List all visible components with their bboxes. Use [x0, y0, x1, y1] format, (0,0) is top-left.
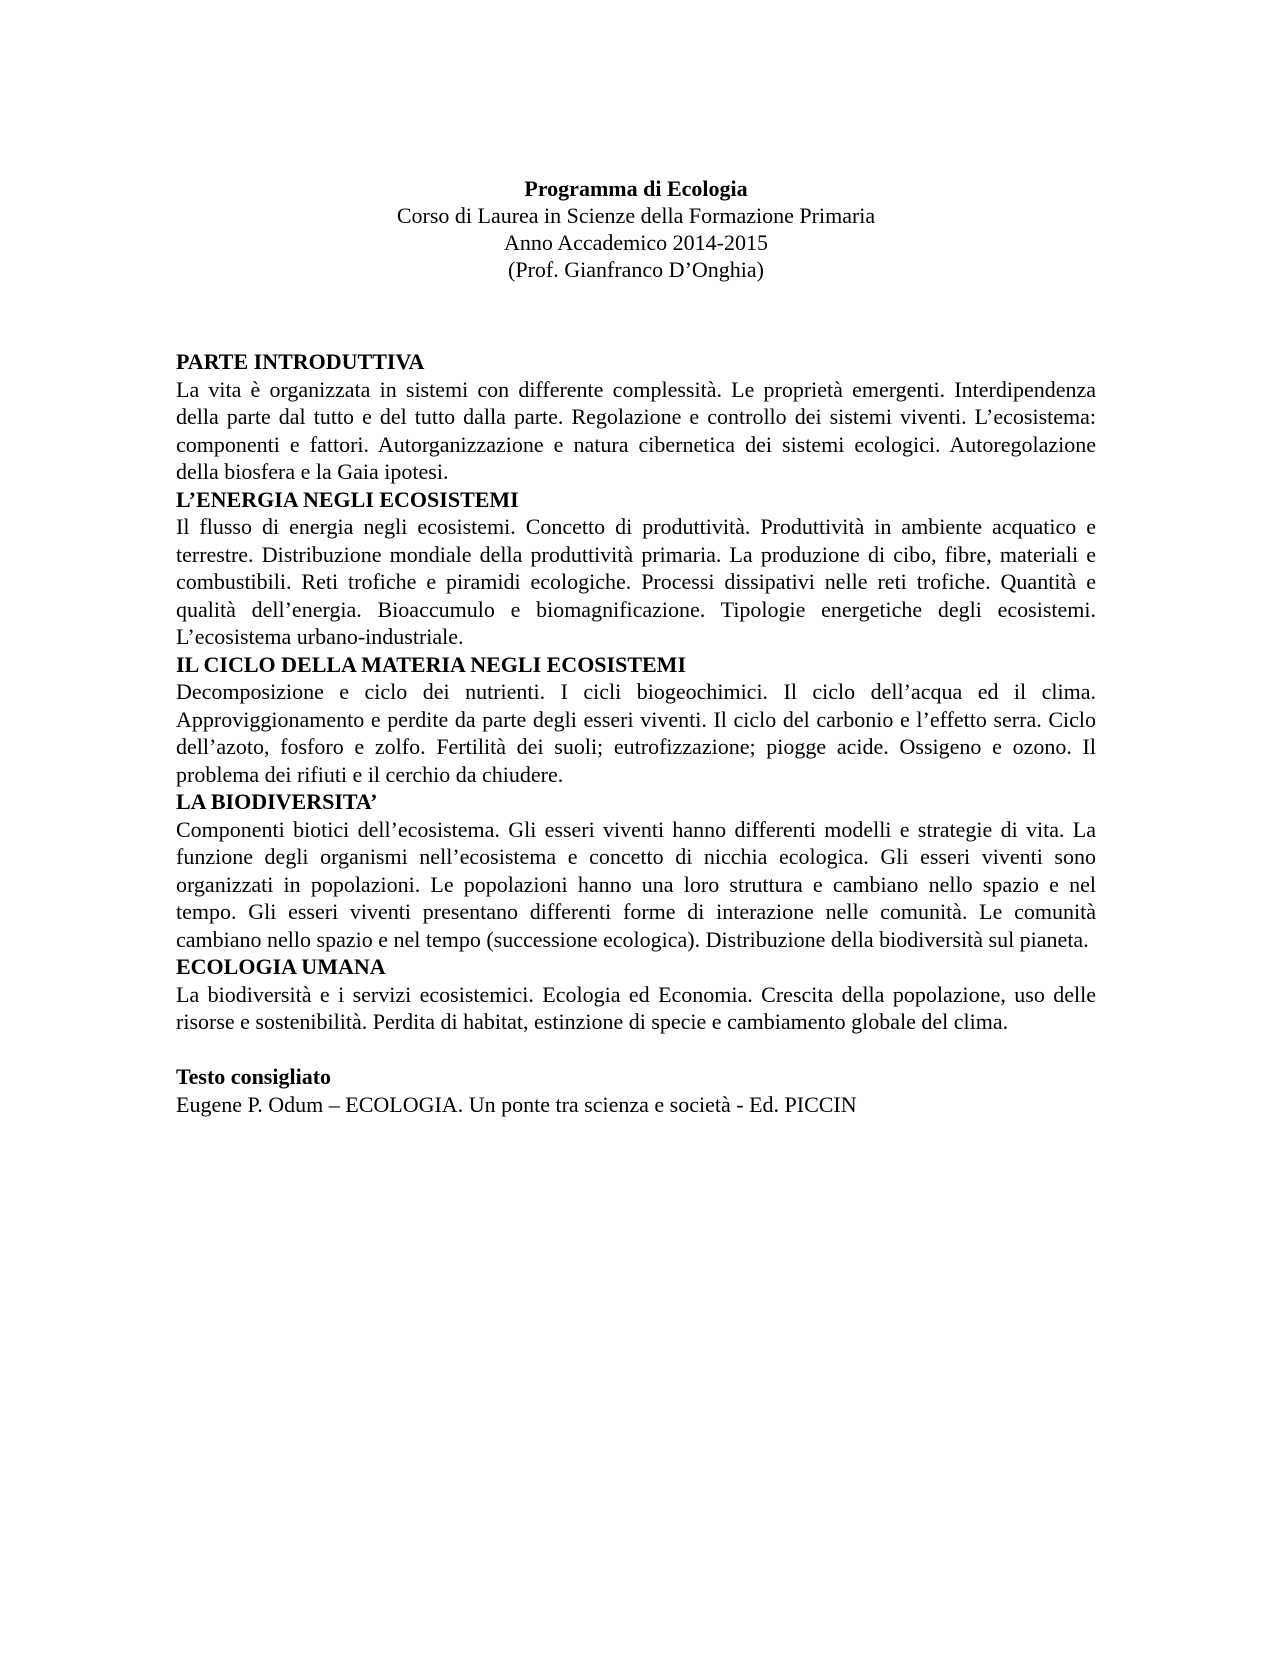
section-heading: LA BIODIVERSITA’ — [176, 789, 378, 814]
section-human-ecology — [176, 953, 1096, 1036]
section-biodiversity — [176, 788, 1096, 953]
section-text: Componenti biotici dell’ecosistema. Gli esseri viventi hanno differenti modelli e strategie di vita. La funzione degli organismi nell’ecosistema e concetto di nicchia ecologica. Gli esseri viventi sono organizzati in popolazioni. Le popolazioni hanno una loro struttura e cambiano nello spazio e nel tempo. Gli esseri viventi presentano differenti forme di interazione nelle comunità. Le comunità cambiano nello spazio e nel tempo (successione ecologica). Distribuzione della biodiversità sul pianeta. — [176, 816, 1096, 952]
academic-year: Anno Accademico 2014-2015 — [504, 230, 768, 255]
blank-line — [176, 1036, 1096, 1064]
section-heading: ECOLOGIA UMANA — [176, 954, 386, 979]
section-heading: IL CICLO DELLA MATERIA NEGLI ECOSISTEMI — [176, 651, 687, 677]
section-matter-cycle — [176, 651, 1096, 789]
section-text: Il flusso di energia negli ecosistemi. Concetto di produttività. Produttività in ambiente acquatico e terrestre. Distribuzione mondiale della produttività primaria. La produzione di cibo, fibre, materiali e combustibili. Reti trofiche e piramidi ecologiche. Processi dissipativi nelle reti trofiche. Quantità e qualità dell’energia. Bioaccumulo e biomagnificazione. Tipologie energetiche degli ecosistemi. L’ecosistema urbano-industriale. — [176, 514, 1096, 649]
document-body — [176, 348, 1096, 1118]
document-title: Programma di Ecologia — [524, 176, 748, 201]
professor-name: (Prof. Gianfranco D’Onghia) — [508, 257, 764, 282]
section-intro — [176, 348, 1096, 486]
course-name: Corso di Laurea in Scienze della Formazione Primaria — [396, 203, 876, 228]
section-text: La vita è organizzata in sistemi con differente complessità. Le proprietà emergenti. Interdipendenza della parte dal tutto e del tutto dalla parte. Regolazione e controllo dei sistemi viventi. L’ecosistema: componenti e fattori. Autorganizzazione e natura cibernetica dei sistemi ecologici. Autoregolazione della biosfera e la Gaia ipotesi. — [176, 376, 1096, 484]
section-text: La biodiversità e i servizi ecosistemici. Ecologia ed Economia. Crescita della popolazione, uso delle risorse e sostenibilità. Perdita di habitat, estinzione di specie e cambiamento globale del clima. — [176, 981, 1096, 1034]
section-text: Decomposizione e ciclo dei nutrienti. I cicli biogeochimici. Il ciclo dell’acqua ed il clima. Approviggionamento e perdite da parte degli esseri viventi. Il ciclo del carbonio e l’effetto serra. Ciclo dell’azoto, fosforo e zolfo. Fertilità dei suoli; eutrofizzazione; piogge acide. Ossigeno e ozono. Il problema dei rifiuti e il cerchio da chiudere. — [176, 679, 1096, 787]
reference-text: Eugene P. Odum – ECOLOGIA. Un ponte tra scienza e società - Ed. PICCIN — [176, 1091, 857, 1117]
recommended-text — [176, 1063, 1096, 1118]
reference-heading: Testo consigliato — [176, 1064, 332, 1089]
document-header — [176, 175, 1096, 283]
section-heading: L’ENERGIA NEGLI ECOSISTEMI — [176, 486, 519, 512]
section-energy — [176, 486, 1096, 651]
section-heading: PARTE INTRODUTTIVA — [176, 349, 425, 374]
